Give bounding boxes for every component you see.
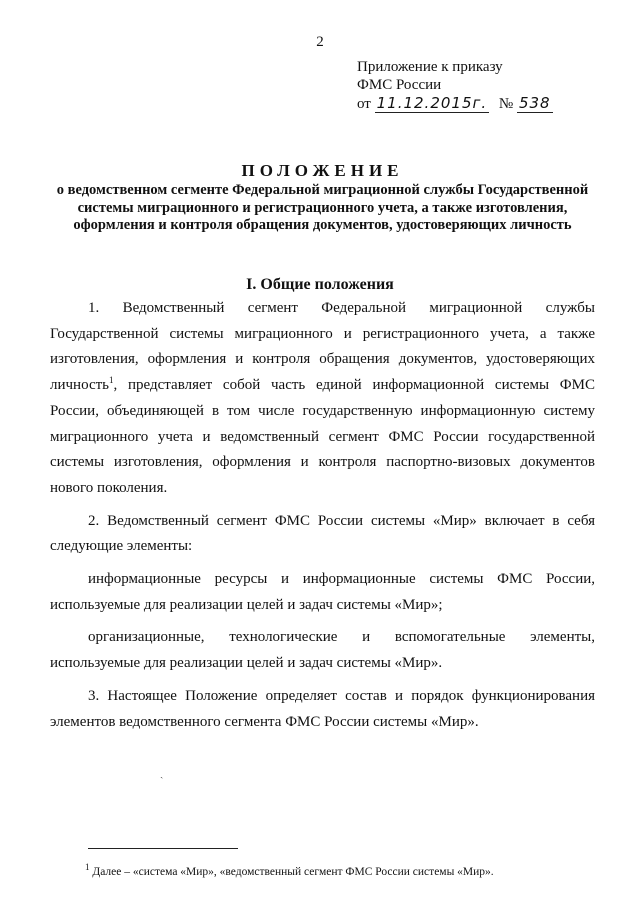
- paragraph-2: 2. Ведомственный сегмент ФМС России системы «Мир» включает в себя следующие элементы:: [50, 512, 595, 555]
- body-text: [50, 296, 595, 735]
- paragraph-2-item-1: информационные ресурсы и информационные системы ФМС России, используемые для реализации целей и задач системы «Мир»;: [50, 571, 595, 613]
- handwritten-number: 538: [518, 94, 551, 112]
- footnote-reference: 1: [109, 375, 114, 386]
- footnote-marker: 1: [85, 862, 90, 873]
- appendix-line-1: Приложение к приказу: [357, 59, 503, 75]
- title-main: ПОЛОЖЕНИЕ: [241, 161, 404, 180]
- section-heading: I. Общие положения: [246, 276, 394, 293]
- number-label: №: [498, 96, 514, 112]
- paragraph-3: 3. Настоящее Положение определяет состав и порядок функционирования элементов ведомственного сегмента ФМС России системы «Мир».: [50, 687, 595, 730]
- appendix-line-2: ФМС России: [357, 77, 442, 93]
- footnote: [85, 862, 494, 878]
- title-subtitle: о ведомственном сегменте Федеральной миграционной службы Государственной системы миграционного и регистрационного учета, а также изготовления, оформления и контроля обращения документов, удостоверяющих личность: [56, 182, 589, 233]
- paragraph-1: [50, 296, 595, 502]
- footnote-text: Далее – «система «Мир», «ведомственный сегмент ФМС России системы «Мир».: [89, 866, 494, 878]
- paragraph-1-text-a: 1. Ведомственный сегмент Федеральной миграционной службы Государственной системы миграционного и регистрационного учета, а также изготовления, оформления и контроля обращения документов, удостоверяющих личность: [50, 300, 595, 394]
- date-prefix: от: [357, 96, 371, 112]
- page-number: 2: [316, 34, 324, 50]
- stray-mark: ˏ: [160, 768, 164, 779]
- document-title: [50, 160, 595, 235]
- paragraph-2-item-2: организационные, технологические и вспомогательные элементы, используемые для реализации целей и задач системы «Мир».: [50, 629, 595, 672]
- paragraph-1-text-b: , представляет собой часть единой информационной системы ФМС России, объединяющей в том числе государственную информационную систему миграционного учета и ведомственный сегмент ФМС России государственной системы изготовления, оформления и контроля паспортно-визовых документов нового поколения.: [50, 377, 595, 496]
- appendix-date-line: [357, 94, 553, 113]
- footnote-divider: [88, 848, 238, 849]
- appendix-block: [357, 58, 553, 113]
- handwritten-date: 11.12.2015г.: [376, 94, 488, 112]
